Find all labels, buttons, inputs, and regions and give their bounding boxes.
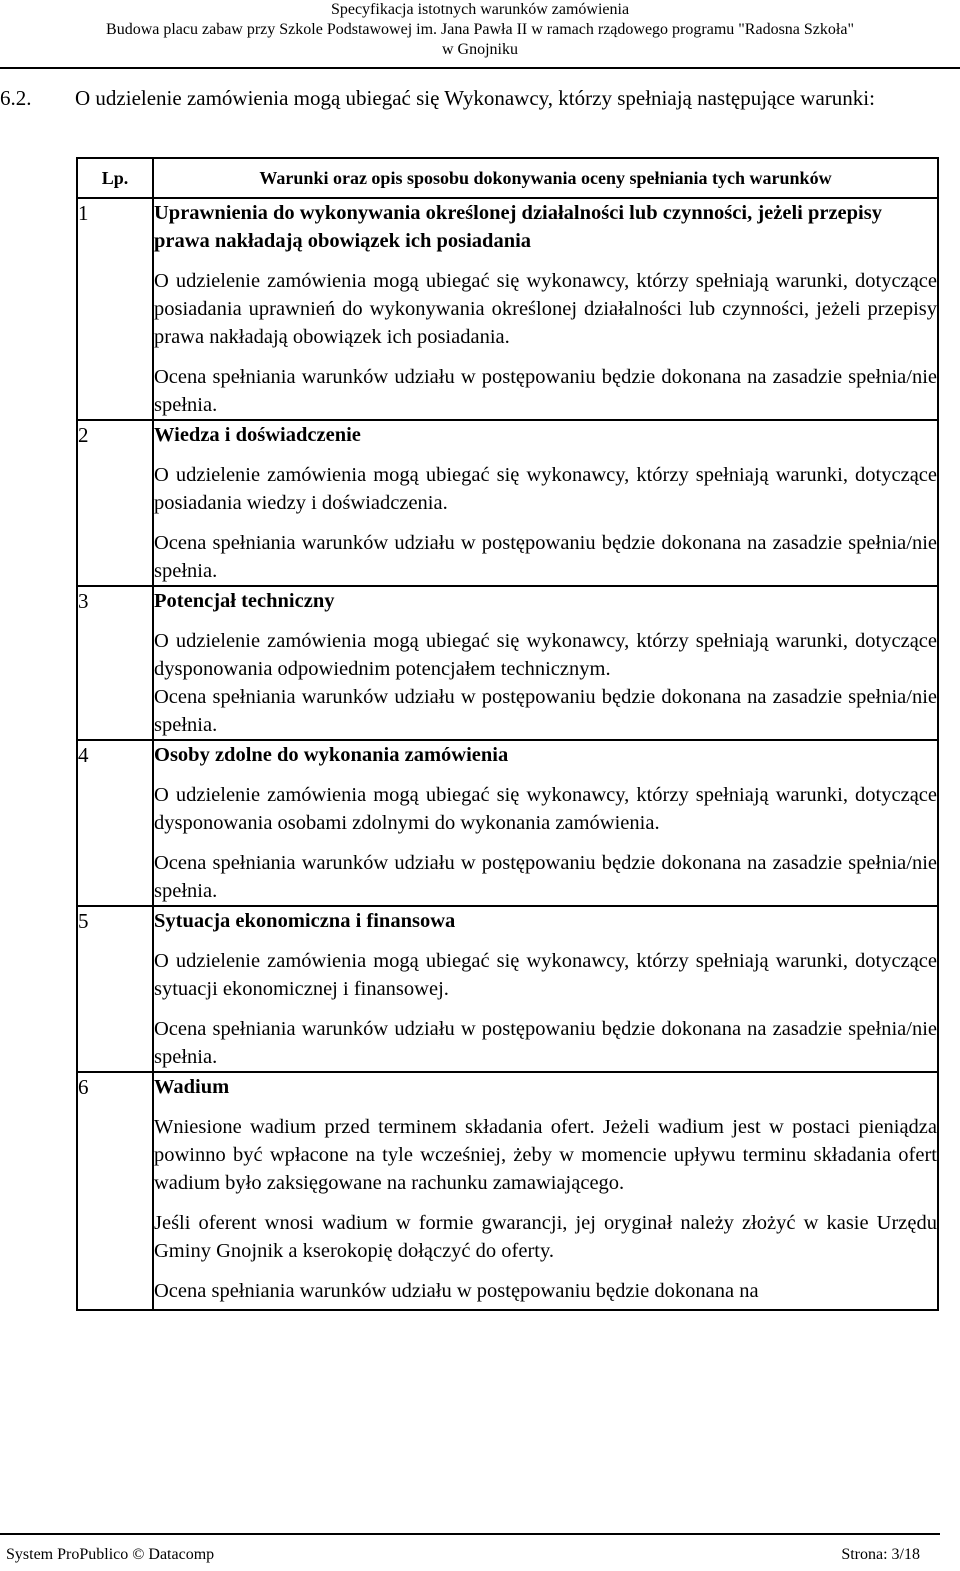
row-paragraph: Ocena spełniania warunków udziału w postępowaniu będzie dokonana na zasadzie spełnia/nie spełnia.: [154, 366, 937, 416]
row-paragraph: Ocena spełniania warunków udziału w postępowaniu będzie dokonana na zasadzie spełnia/nie spełnia.: [154, 1018, 937, 1068]
column-header-lp: Lp.: [77, 158, 153, 198]
row-paragraph: O udzielenie zamówienia mogą ubiegać się wykonawcy, którzy spełniają warunki, dotyczące posiadania wiedzy i doświadczenia.: [154, 464, 937, 514]
row-title: Wiedza i doświadczenie: [154, 424, 361, 446]
header-location: w Gnojniku: [442, 41, 518, 58]
row-number: 5: [77, 906, 153, 1072]
row-paragraph: Jeśli oferent wnosi wadium w formie gwarancji, jej oryginał należy złożyć w kasie Urzędu Gminy Gnojnik a kserokopię dołączyć do oferty.: [154, 1212, 937, 1262]
row-paragraph: Ocena spełniania warunków udziału w postępowaniu będzie dokonana na: [154, 1280, 759, 1302]
row-paragraph: Ocena spełniania warunków udziału w postępowaniu będzie dokonana na zasadzie spełnia/nie spełnia.: [154, 852, 937, 902]
row-title: Sytuacja ekonomiczna i finansowa: [154, 910, 456, 932]
conditions-table: [76, 157, 939, 1311]
row-paragraph: Wniesione wadium przed terminem składania ofert. Jeżeli wadium jest w postaci pieniądza powinno być wpłacone na tyle wcześniej, żeby w momencie upływu terminu składania ofert wadium było zaksięgowane na rachunku zamawiającego.: [154, 1116, 937, 1194]
row-paragraph: O udzielenie zamówienia mogą ubiegać się wykonawcy, którzy spełniają warunki, dotyczące dysponowania odpowiednim potencjałem technicznym.: [154, 630, 937, 680]
row-number: 3: [77, 586, 153, 740]
row-number: 2: [77, 420, 153, 586]
row-title: Potencjał techniczny: [154, 590, 335, 612]
row-description: [153, 740, 938, 906]
row-description: [153, 906, 938, 1072]
row-description: [153, 420, 938, 586]
row-title: Wadium: [154, 1076, 230, 1098]
row-description: [153, 586, 938, 740]
table-header-row: [77, 158, 938, 198]
page-number: Strona: 3/18: [841, 1546, 920, 1563]
footer-divider: [0, 1533, 940, 1535]
row-paragraph: O udzielenie zamówienia mogą ubiegać się wykonawcy, którzy spełniają warunki, dotyczące sytuacji ekonomicznej i finansowej.: [154, 950, 937, 1000]
header-subtitle: Budowa placu zabaw przy Szkole Podstawowej im. Jana Pawła II w ramach rządowego programu "Radosna Szkoła": [106, 21, 854, 38]
table-row: [77, 906, 938, 1072]
table-row: [77, 198, 938, 420]
section-text: O udzielenie zamówienia mogą ubiegać się Wykonawcy, którzy spełniają następujące warunki:: [75, 86, 875, 110]
section-number: 6.2.: [0, 86, 32, 110]
row-paragraph: O udzielenie zamówienia mogą ubiegać się wykonawcy, którzy spełniają warunki, dotyczące dysponowania osobami zdolnymi do wykonania zamówienia.: [154, 784, 937, 834]
row-title: Uprawnienia do wykonywania określonej działalności lub czynności, jeżeli przepisy prawa nakładają obowiązek ich posiadania: [154, 202, 882, 252]
column-header-description: Warunki oraz opis sposobu dokonywania oceny spełniania tych warunków: [153, 158, 938, 198]
row-paragraph: Ocena spełniania warunków udziału w postępowaniu będzie dokonana na zasadzie spełnia/nie spełnia.: [154, 686, 937, 736]
table-row: [77, 420, 938, 586]
row-description: [153, 1072, 938, 1310]
row-title: Osoby zdolne do wykonania zamówienia: [154, 744, 509, 766]
table-row: [77, 1072, 938, 1310]
page-header: [0, 0, 960, 60]
row-paragraph: Ocena spełniania warunków udziału w postępowaniu będzie dokonana na zasadzie spełnia/nie spełnia.: [154, 532, 937, 582]
row-number: 4: [77, 740, 153, 906]
row-description: [153, 198, 938, 420]
row-number: 1: [77, 198, 153, 420]
table-row: [77, 586, 938, 740]
header-title: Specyfikacja istotnych warunków zamówienia: [330, 1, 630, 18]
row-number: 6: [77, 1072, 153, 1310]
row-paragraph: O udzielenie zamówienia mogą ubiegać się wykonawcy, którzy spełniają warunki, dotyczące posiadania uprawnień do wykonywania określonej działalności lub czynności, jeżeli przepisy prawa nakładają obowiązek ich posiadania.: [154, 270, 937, 348]
footer-system: System ProPublico © Datacomp: [6, 1546, 215, 1563]
table-row: [77, 740, 938, 906]
header-divider: [0, 67, 960, 69]
